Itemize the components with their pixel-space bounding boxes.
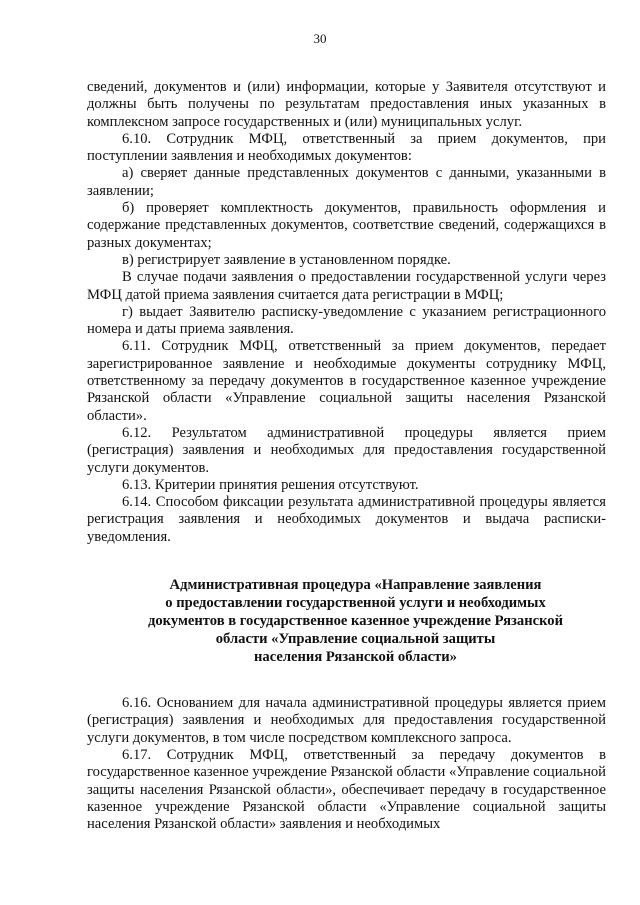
heading-line: о предоставлении государственной услуги и необходимых <box>165 595 546 612</box>
page-number: 30 <box>313 31 327 46</box>
paragraph: 6.16. Основанием для начала административной процедуры является прием (регистрация) заявления и необходимых для предоставления государственной услуги документов, в том числе посредством комплексного запроса. <box>87 695 606 746</box>
heading-line: области «Управление социальной защиты <box>215 631 496 648</box>
section-heading <box>87 576 606 666</box>
paragraph: 6.13. Критерии принятия решения отсутствуют. <box>122 476 419 493</box>
heading-line: Административная процедура «Направление заявления <box>169 577 542 594</box>
paragraph: сведений, документов и (или) информации, которые у Заявителя отсутствуют и должны быть получены по результатам предоставления иных указанных в комплексном запросе государственных и (или) муниципальных услуг. <box>87 79 606 130</box>
paragraph: а) сверяет данные представленных документов с данными, указанными в заявлении; <box>87 165 606 199</box>
paragraph: 6.17. Сотрудник МФЦ, ответственный за передачу документов в государственное казенное учреждение Рязанской области «Управление социальной защиты населения Рязанской области», обеспечивает передачу в государственное казенное учреждение Рязанской области «Управление социальной защиты населения Рязанской области» заявления и необходимых <box>87 746 606 833</box>
paragraph: В случае подачи заявления о предоставлении государственной услуги через МФЦ датой приема заявления считается дата регистрации в МФЦ; <box>87 269 606 303</box>
paragraph: 6.11. Сотрудник МФЦ, ответственный за прием документов, передает зарегистрированное заявление и необходимые документы сотруднику МФЦ, ответственному за передачу документов в государственное казенное учреждение Рязанской области «Управление социальной защиты населения Рязанской области». <box>87 338 606 424</box>
paragraph: 6.12. Результатом административной процедуры является прием (регистрация) заявления и необходимых для предоставления государственной услуги документов. <box>87 424 606 476</box>
document-body <box>87 79 606 833</box>
paragraph: б) проверяет комплектность документов, правильность оформления и содержание представленных документов, соответствие сведений, содержащихся в разных документах; <box>87 200 606 251</box>
paragraph: в) регистрирует заявление в установленном порядке. <box>122 251 451 268</box>
paragraphs-before-heading <box>87 79 606 546</box>
paragraph: 6.14. Способом фиксации результата административной процедуры является регистрация заявления и необходимых документов и выдача расписки-уведомления. <box>87 494 606 545</box>
paragraph: 6.10. Сотрудник МФЦ, ответственный за прием документов, при поступлении заявления и необходимых документов: <box>87 130 606 165</box>
heading-line: документов в государственное казенное учреждение Рязанской <box>147 613 563 630</box>
paragraph: г) выдает Заявителю расписку-уведомление с указанием регистрационного номера и даты приема заявления. <box>87 303 606 338</box>
heading-line: населения Рязанской области» <box>254 649 457 666</box>
paragraphs-after-heading <box>87 695 606 833</box>
